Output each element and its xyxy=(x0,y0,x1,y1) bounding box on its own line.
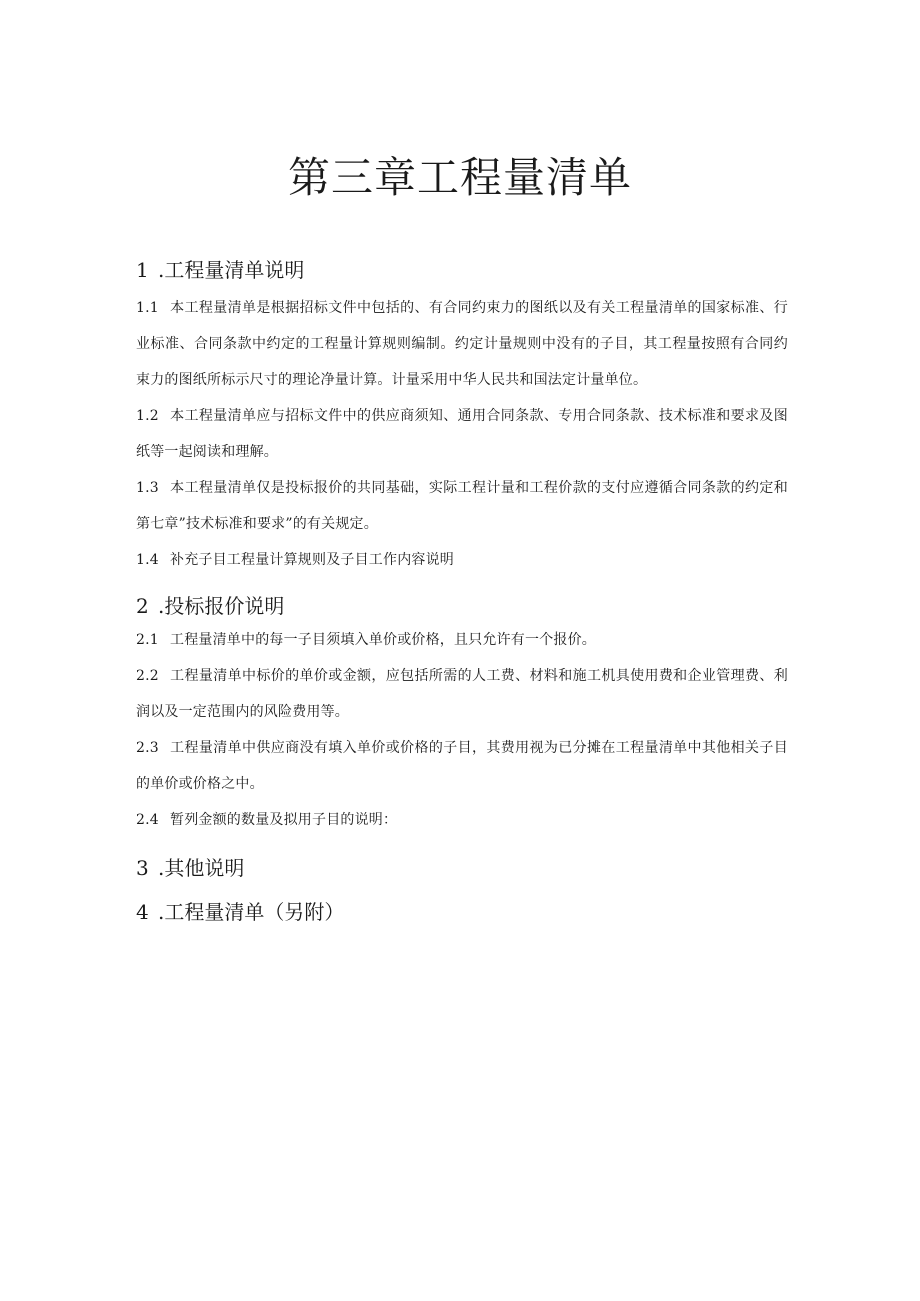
section-title: .投标报价说明 xyxy=(158,594,285,618)
paragraph-text: 工程量清单中供应商没有填入单价或价格的子目，其费用视为已分摊在工程量清单中其他相关子目的单价或价格之中。 xyxy=(136,740,788,792)
section-heading-2 xyxy=(136,590,788,622)
section-title: .其他说明 xyxy=(158,856,245,880)
section-title: .工程量清单说明 xyxy=(158,258,305,282)
section-number: 1 xyxy=(136,258,149,282)
paragraph-1-2 xyxy=(136,398,788,470)
paragraph-text: 工程量清单中的每一子目须填入单价或价格，且只允许有一个报价。 xyxy=(170,632,596,648)
document-body xyxy=(136,252,788,928)
paragraph-text: 暂列金额的数量及拟用子目的说明： xyxy=(170,812,398,828)
paragraph-1-3 xyxy=(136,470,788,542)
paragraph-number: 2.1 xyxy=(136,632,159,648)
section-heading-1 xyxy=(136,254,788,286)
paragraph-text: 本工程量清单是根据招标文件中包括的、有合同约束力的图纸以及有关工程量清单的国家标准、行业标准、合同条款中约定的工程量计算规则编制。约定计量规则中没有的子目，其工程量按照有合同约束力的图纸所标示尺寸的理论净量计算。计量采用中华人民共和国法定计量单位。 xyxy=(136,300,788,388)
paragraph-2-3 xyxy=(136,730,788,802)
section-heading-3 xyxy=(136,852,788,884)
paragraph-text: 补充子目工程量计算规则及子目工作内容说明 xyxy=(170,552,454,568)
paragraph-2-1 xyxy=(136,622,788,658)
paragraph-1-1 xyxy=(136,290,788,398)
paragraph-2-2 xyxy=(136,658,788,730)
section-heading-4 xyxy=(136,896,788,928)
paragraph-number: 1.3 xyxy=(136,480,159,496)
paragraph-text: 本工程量清单应与招标文件中的供应商须知、通用合同条款、专用合同条款、技术标准和要求及图纸等一起阅读和理解。 xyxy=(136,408,788,460)
section-number: 3 xyxy=(136,856,149,880)
paragraph-1-4 xyxy=(136,542,788,578)
paragraph-2-4 xyxy=(136,802,788,838)
paragraph-number: 2.3 xyxy=(136,740,159,756)
paragraph-text: 本工程量清单仅是投标报价的共同基础，实际工程计量和工程价款的支付应遵循合同条款的约定和第七章”技术标准和要求”的有关规定。 xyxy=(136,480,788,532)
paragraph-number: 2.2 xyxy=(136,668,159,684)
section-number: 2 xyxy=(136,594,149,618)
paragraph-number: 1.4 xyxy=(136,552,159,568)
paragraph-number: 1.2 xyxy=(136,408,159,424)
section-title: .工程量清单（另附） xyxy=(158,900,345,924)
section-number: 4 xyxy=(136,900,149,924)
paragraph-number: 1.1 xyxy=(136,300,159,316)
paragraph-text: 工程量清单中标价的单价或金额，应包括所需的人工费、材料和施工机具使用费和企业管理费、利润以及一定范围内的风险费用等。 xyxy=(136,668,788,720)
paragraph-number: 2.4 xyxy=(136,812,159,828)
page-title: 第三章工程量清单 xyxy=(287,153,632,202)
